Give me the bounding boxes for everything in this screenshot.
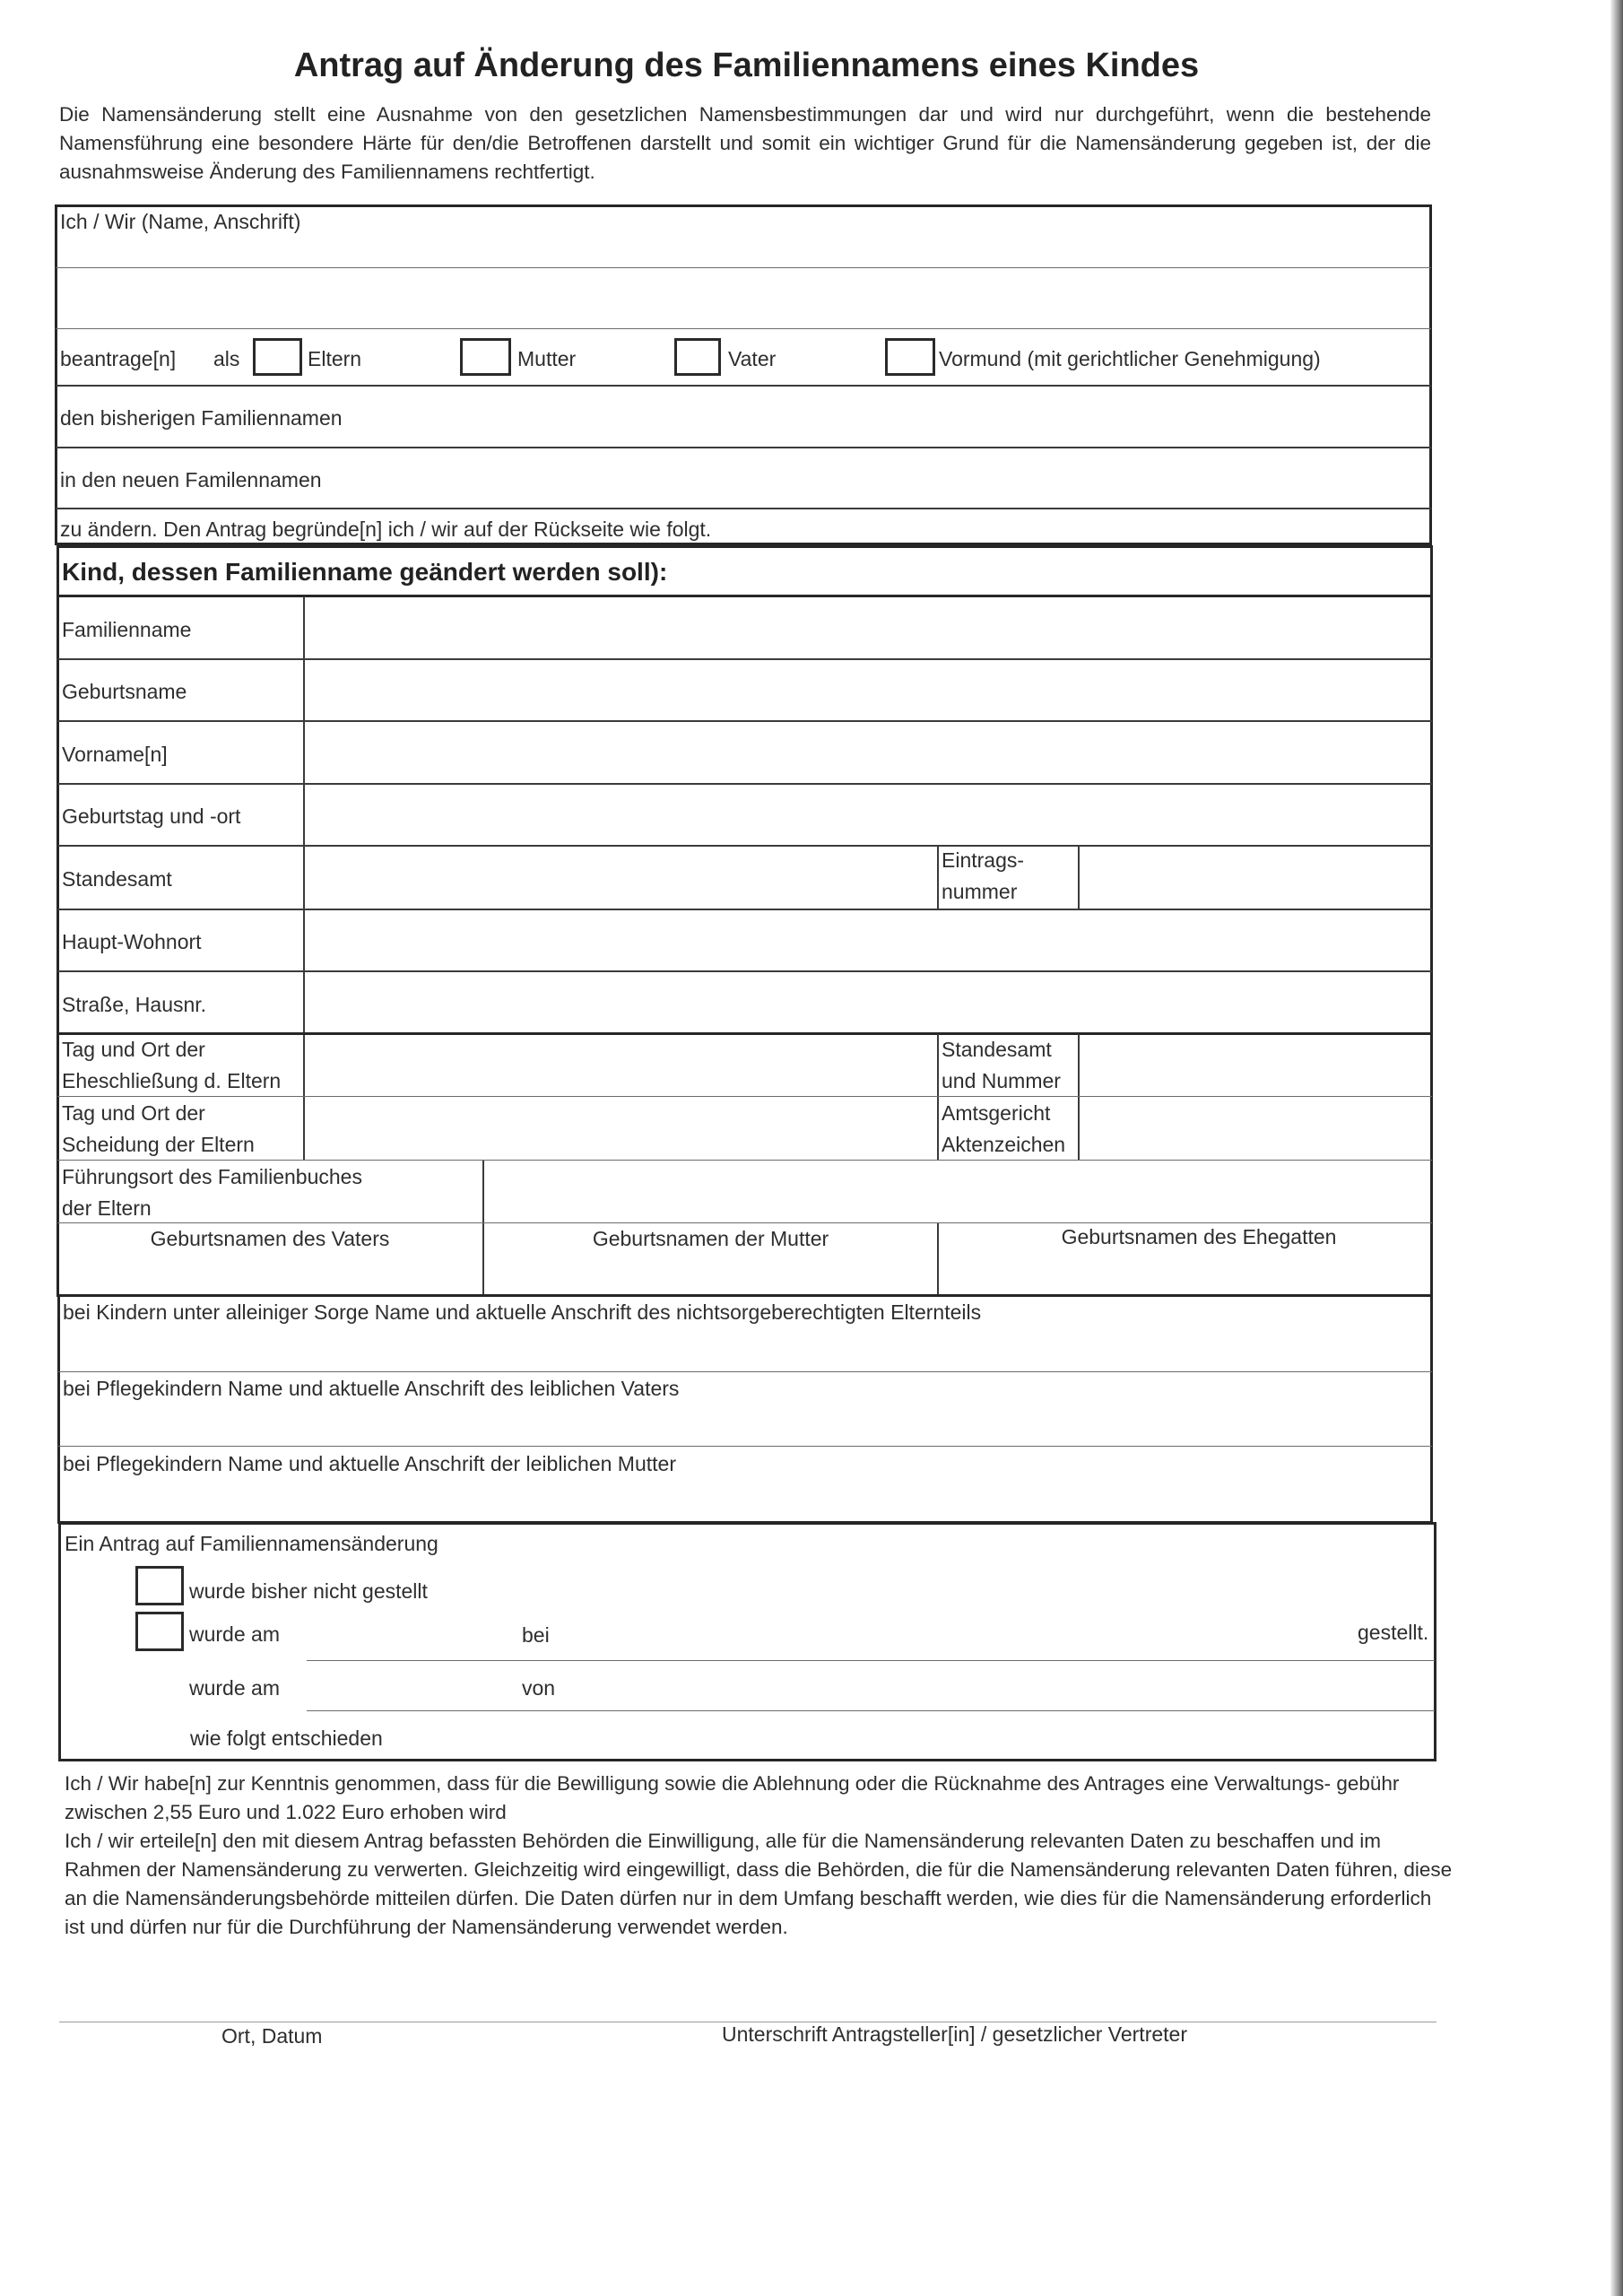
column-divider <box>1078 1034 1080 1160</box>
option-mutter-label: Mutter <box>517 347 577 370</box>
checkbox-not-filed[interactable] <box>135 1566 184 1605</box>
reason-text: zu ändern. Den Antrag begründe[n] ich / wir auf der Rückseite wie folgt. <box>60 517 712 541</box>
old-name-label: den bisherigen Familiennamen <box>60 406 343 430</box>
row-divider <box>57 1160 1432 1161</box>
strasse-label: Straße, Hausnr. <box>62 993 207 1016</box>
previous-label: Ein Antrag auf Familiennamensänderung <box>65 1532 438 1555</box>
row-divider <box>57 658 1432 660</box>
ort-datum-label: Ort, Datum <box>221 2024 323 2048</box>
row-divider <box>58 1446 1432 1447</box>
familienbuch-line-2: der Eltern <box>62 1196 152 1220</box>
column-divider <box>1078 846 1080 909</box>
beantrage-label: beantrage[n] <box>60 347 177 370</box>
wohnort-label: Haupt-Wohnort <box>62 930 202 953</box>
row-divider <box>56 385 1431 387</box>
row-divider <box>57 783 1432 785</box>
bei-label: bei <box>522 1623 550 1647</box>
checkbox-vormund[interactable] <box>885 338 935 376</box>
form-title: Antrag auf Änderung des Familiennamens eines Kindes <box>293 47 1200 84</box>
checkbox-eltern[interactable] <box>253 338 302 376</box>
gn-ehegatte-label: Geburtsnamen des Ehegatten <box>1061 1225 1337 1248</box>
scheidung-label <box>62 1098 255 1161</box>
vorname-label: Vorname[n] <box>62 743 168 766</box>
consent-notice: Ich / wir erteile[n] den mit diesem Antrag befassten Behörden die Einwilligung, alle für die Namensänderung relevanten Daten zu beschaffen und im Rahmen der Namensänderung zu verwerten. Gleichzeitig wird eingewilligt, dass die Behörden, die für die Namensänderung relevanten Daten führen, diese an die Namensänderungsbehörde mitteilen dürfen. Die Daten dürfen nur in dem Umfang beschafft werden, wie dies für die Namensänderung erforderlich ist und dürfen nur für die Durchführung der Namensänderung verwendet werden. <box>65 1830 1453 1938</box>
row-divider <box>57 909 1432 910</box>
eintragsnummer-line-1: Eintrags- <box>942 848 1025 872</box>
standesamt-nummer-line-1: Standesamt <box>942 1038 1052 1061</box>
row-divider <box>57 720 1432 722</box>
parents-section <box>57 1294 1433 1524</box>
gestellt-label: gestellt. <box>1358 1621 1429 1644</box>
filed-date-line[interactable] <box>307 1660 1435 1661</box>
als-label: als <box>213 347 240 370</box>
row-divider <box>57 1222 1432 1223</box>
pflege-vater-label: bei Pflegekindern Name und aktuelle Anschrift des leiblichen Vaters <box>63 1377 680 1400</box>
column-divider <box>937 1034 939 1160</box>
familienname-label: Familienname <box>62 618 192 641</box>
checkbox-filed[interactable] <box>135 1612 184 1651</box>
familienbuch-label <box>62 1161 362 1224</box>
von-label: von <box>522 1676 556 1700</box>
geburtstag-label: Geburtstag und -ort <box>62 804 241 828</box>
new-name-label: in den neuen Familennamen <box>60 468 322 491</box>
row-divider <box>56 447 1431 448</box>
standesamt-nummer-line-2: und Nummer <box>942 1069 1061 1092</box>
label-column-divider <box>303 596 305 1160</box>
fee-notice: Ich / Wir habe[n] zur Kenntnis genommen, dass für die Bewilligung sowie die Ablehnung oder die Rücknahme des Antrages eine Verwaltungs- gebühr zwischen 2,55 Euro und 1.022 Euro erhoben wird <box>65 1772 1400 1823</box>
eheschliessung-line-2: Eheschließung d. Eltern <box>62 1069 282 1092</box>
applicant-name-line-2[interactable] <box>56 328 1431 329</box>
gn-vater-label: Geburtsnamen des Vaters <box>150 1227 390 1250</box>
row-divider <box>57 970 1432 972</box>
row-divider <box>57 845 1432 847</box>
option-vormund-label: Vormund (mit gerichtlicher Genehmigung) <box>939 347 1321 370</box>
familienbuch-line-1: Führungsort des Familienbuches <box>62 1165 362 1188</box>
pflege-mutter-label: bei Pflegekindern Name und aktuelle Anschrift der leiblichen Mutter <box>63 1452 676 1475</box>
row-divider <box>57 1096 1432 1097</box>
eheschliessung-line-1: Tag und Ort der <box>62 1038 205 1061</box>
eintragsnummer-label <box>942 845 1024 908</box>
amtsgericht-label <box>942 1098 1065 1161</box>
row-divider <box>56 508 1431 509</box>
standesamt-label: Standesamt <box>62 867 172 891</box>
not-filed-label: wurde bisher nicht gestellt <box>189 1579 428 1603</box>
option-vater-label: Vater <box>728 347 777 370</box>
checkbox-vater[interactable] <box>674 338 721 376</box>
decided-label: wie folgt entschieden <box>190 1726 383 1750</box>
checkbox-mutter[interactable] <box>460 338 511 376</box>
geburtsname-label: Geburtsname <box>62 680 187 703</box>
applicant-name-line-1[interactable] <box>56 267 1431 268</box>
row-divider <box>58 1371 1432 1372</box>
unterschrift-label: Unterschrift Antragsteller[in] / gesetzlicher Vertreter <box>722 2022 1187 2046</box>
child-heading: Kind, dessen Familienname geändert werden soll): <box>62 558 668 586</box>
scan-edge-shadow <box>1610 0 1623 2296</box>
scheidung-line-1: Tag und Ort der <box>62 1101 205 1125</box>
option-eltern-label: Eltern <box>308 347 362 370</box>
eheschliessung-label <box>62 1034 281 1097</box>
amtsgericht-line-1: Amtsgericht <box>942 1101 1051 1125</box>
column-divider <box>937 846 939 909</box>
amtsgericht-line-2: Aktenzeichen <box>942 1133 1066 1156</box>
eintragsnummer-line-2: nummer <box>942 880 1018 903</box>
decided-on-label: wurde am <box>189 1676 280 1700</box>
filed-on-label: wurde am <box>189 1622 280 1646</box>
intro-text: Die Namensänderung stellt eine Ausnahme von den gesetzlichen Namensbestimmungen dar und wird nur durchgeführt, wenn die bestehende Namensführung eine besondere Härte für den/die Betroffenen darstellt und somit ein wichtiger Grund für die Namensänderung gegeben ist, der die ausnahmsweise Änderung des Familiennamens rechtfertigt. <box>59 103 1431 183</box>
sorge-label: bei Kindern unter alleiniger Sorge Name und aktuelle Anschrift des nichtsorgeberechtigten Elternteils <box>63 1300 982 1324</box>
gn-mutter-label: Geburtsnamen der Mutter <box>592 1227 829 1250</box>
decided-date-line[interactable] <box>307 1710 1435 1711</box>
row-divider <box>57 595 1432 597</box>
applicant-name-label: Ich / Wir (Name, Anschrift) <box>60 210 301 233</box>
standesamt-nummer-label <box>942 1034 1061 1097</box>
scheidung-line-2: Scheidung der Eltern <box>62 1133 255 1156</box>
